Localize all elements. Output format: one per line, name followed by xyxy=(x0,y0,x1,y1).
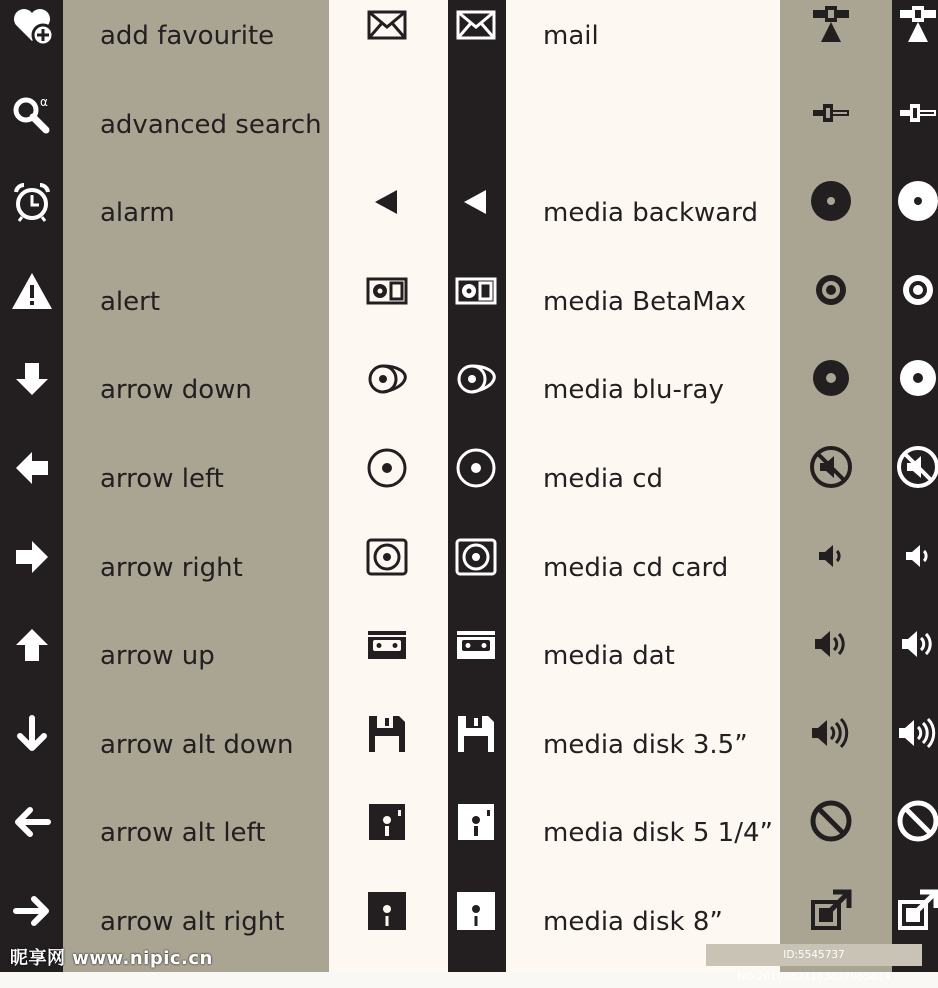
right-list-label: media disk 5 1/4” xyxy=(543,818,773,849)
volume-low-icon xyxy=(809,534,853,578)
left-list-label: arrow alt down xyxy=(100,729,294,760)
media-cd-icon xyxy=(454,446,498,490)
left-list-label: arrow left xyxy=(100,464,224,494)
right-list-label: media blu-ray xyxy=(543,375,724,406)
volume-medium-icon xyxy=(809,622,853,666)
left-label-column xyxy=(63,0,329,972)
media-dat-icon xyxy=(365,623,409,667)
media-disk-8-icon xyxy=(365,889,409,933)
microphone-icon xyxy=(809,2,853,46)
open-external-icon xyxy=(896,888,938,932)
media-betamax-icon xyxy=(454,269,498,313)
left-list-label: arrow right xyxy=(100,552,243,583)
right-label-column xyxy=(506,0,780,972)
right-list-label: media cd xyxy=(543,464,664,494)
arrow-right-icon xyxy=(10,535,54,579)
right-list-label: media cd card xyxy=(543,552,729,583)
left-list-label: arrow alt left xyxy=(100,818,266,849)
far-right-icon-khaki-column xyxy=(780,0,892,972)
volume-high-icon xyxy=(809,711,853,755)
right-list-label: media disk 3.5” xyxy=(543,729,748,760)
media-disk-8-icon xyxy=(454,889,498,933)
far-right-icon-dark-column xyxy=(892,0,938,972)
no-entry-icon xyxy=(809,799,853,843)
volume-medium-icon xyxy=(896,622,938,666)
right-icon-light-column xyxy=(329,0,448,972)
left-list-label: arrow alt right xyxy=(100,907,285,937)
media-bluray-icon xyxy=(454,357,498,401)
media-record-icon xyxy=(809,179,853,223)
left-list-label: arrow down xyxy=(100,375,252,406)
watermark-logo: 昵享网 www.nipic.cn xyxy=(10,948,213,969)
media-betamax-icon xyxy=(365,269,409,313)
media-cd-card-icon xyxy=(365,535,409,579)
heart-plus-icon xyxy=(10,3,54,47)
watermark-bar xyxy=(0,938,938,983)
media-disk-35-icon xyxy=(365,712,409,756)
media-cd-icon xyxy=(365,446,409,490)
watermark-id: ID:5545737 NO:20100821183827055814 xyxy=(706,944,922,966)
alarm-clock-icon xyxy=(10,180,54,224)
svg-text:α: α xyxy=(40,94,48,109)
mail-icon xyxy=(454,3,498,47)
left-icon-column xyxy=(0,0,63,972)
right-list-label: mail xyxy=(543,21,599,51)
mute-icon xyxy=(896,445,938,489)
mute-icon xyxy=(809,445,853,489)
left-list-label: add favourite xyxy=(100,21,275,51)
alert-triangle-icon xyxy=(10,269,54,313)
right-list-label: media BetaMax xyxy=(543,286,746,317)
media-backward-icon xyxy=(365,180,409,224)
microphone-icon xyxy=(896,2,938,46)
right-list-label: media backward xyxy=(543,198,758,229)
arrow-left-icon xyxy=(10,446,54,490)
advanced-search-icon xyxy=(10,92,54,136)
arrow-up-icon xyxy=(10,623,54,667)
arrow-alt-right-icon xyxy=(10,889,54,933)
left-list-label: alarm xyxy=(100,198,175,229)
media-disc-icon xyxy=(896,356,938,400)
mixer-slider-icon xyxy=(809,91,853,135)
left-list-label: alert xyxy=(100,286,161,317)
arrow-alt-left-icon xyxy=(10,800,54,844)
arrow-alt-down-icon xyxy=(10,712,54,756)
left-list-label: advanced search xyxy=(100,109,322,140)
right-list-label: media dat xyxy=(543,641,675,672)
media-backward-icon xyxy=(454,180,498,224)
left-list-label: arrow up xyxy=(100,641,215,672)
open-external-icon xyxy=(809,888,853,932)
media-disc-icon xyxy=(809,356,853,400)
right-list-label: media disk 8” xyxy=(543,907,723,937)
media-disk-525-icon xyxy=(454,800,498,844)
media-bluray-icon xyxy=(365,357,409,401)
media-dat-icon xyxy=(454,623,498,667)
media-record-icon xyxy=(896,179,938,223)
right-icon-dark-column xyxy=(448,0,506,972)
media-disk-35-icon xyxy=(454,712,498,756)
no-entry-icon xyxy=(896,799,938,843)
volume-high-icon xyxy=(896,711,938,755)
media-small-disc-icon xyxy=(896,268,938,312)
media-disk-525-icon xyxy=(365,800,409,844)
mixer-slider-icon xyxy=(896,91,938,135)
mail-icon xyxy=(365,3,409,47)
media-small-disc-icon xyxy=(809,268,853,312)
volume-low-icon xyxy=(896,534,938,578)
arrow-down-icon xyxy=(10,357,54,401)
media-cd-card-icon xyxy=(454,535,498,579)
